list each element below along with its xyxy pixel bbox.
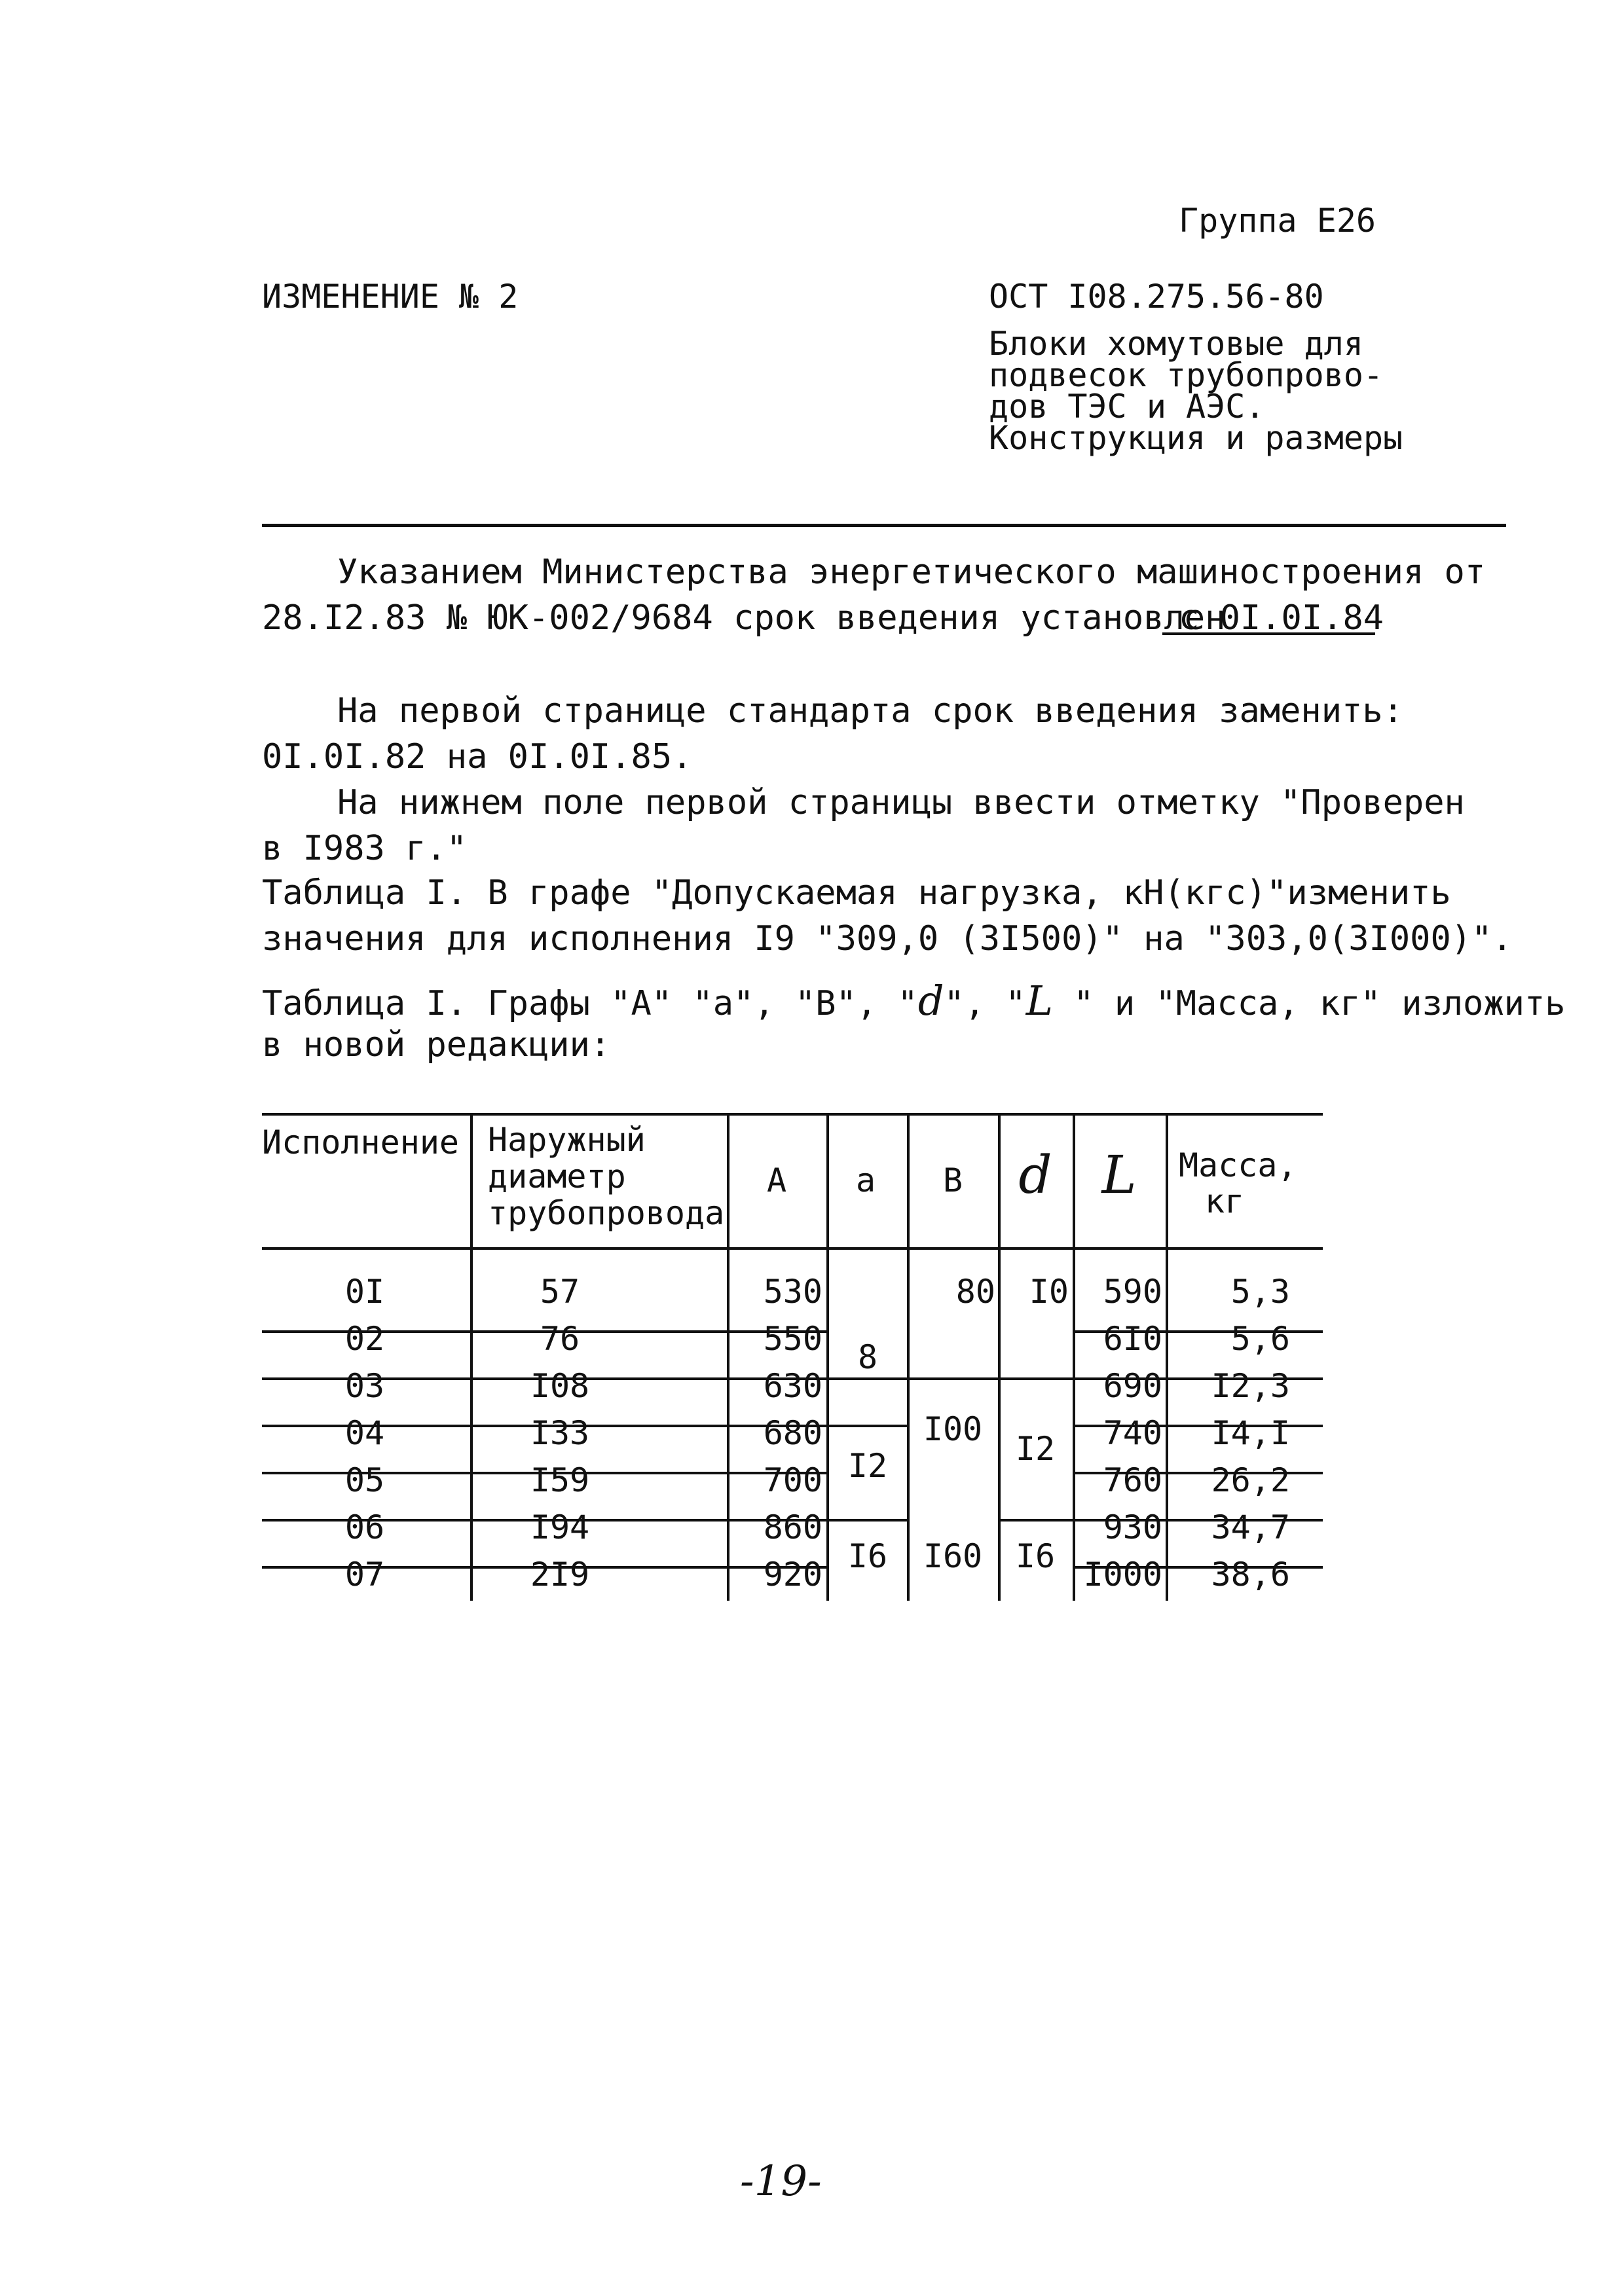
cell-diam-3: I08 [530, 1367, 590, 1405]
paragraph-2-line-2: 0I.0I.82 на 0I.0I.85. [262, 737, 693, 776]
cell-L-6: 930 [1103, 1508, 1162, 1546]
header-a: а [855, 1161, 876, 1199]
table-col-rule-3 [826, 1113, 829, 1601]
standard-title-line-1: Блоки хомутовые для [989, 325, 1363, 363]
row-rule-5-d [999, 1519, 1074, 1522]
cell-A-4: 680 [763, 1414, 822, 1452]
header-A: А [766, 1161, 787, 1199]
cell-a-8: 8 [857, 1338, 878, 1376]
paragraph-5-text-e: " и "Масса, кг" изложить [1052, 984, 1566, 1023]
cell-mass-1: 5,3 [1230, 1273, 1290, 1311]
standard-number: ОСТ I08.275.56-80 [989, 278, 1324, 316]
cell-A-3: 630 [763, 1367, 822, 1405]
cell-L-4: 740 [1103, 1414, 1162, 1452]
cell-d-12: I2 [1015, 1430, 1056, 1468]
paragraph-3-line-1: На нижнем поле первой страницы ввести отметку "Проверен [337, 783, 1465, 822]
paragraph-1-line-2b: с 0I.0I.84 [1179, 598, 1384, 638]
header-diameter-line-2: диаметр [488, 1157, 626, 1195]
cell-mass-6: 34,7 [1211, 1508, 1290, 1546]
header-execution: Исполнение [262, 1123, 460, 1161]
cell-A-6: 860 [763, 1508, 822, 1546]
table-top-rule [262, 1113, 1323, 1116]
group-label: Группа Е26 [1179, 202, 1376, 240]
table-col-rule-2 [727, 1113, 729, 1601]
standard-title-line-3: дов ТЭС и АЭС. [989, 388, 1265, 426]
paragraph-5-text-a: Таблица I. Графы "А" "а", "В", " [262, 984, 918, 1023]
header-diameter-line-1: Наружный [488, 1121, 646, 1159]
cell-L-2: 6I0 [1103, 1320, 1162, 1358]
header-B: В [942, 1161, 963, 1199]
cell-mass-5: 26,2 [1211, 1461, 1290, 1499]
cell-a-16: I6 [847, 1537, 888, 1575]
paragraph-5-text-c: ", " [944, 984, 1026, 1023]
cell-L-1: 590 [1103, 1273, 1162, 1311]
cell-exec-4: 04 [344, 1414, 385, 1452]
cell-mass-4: I4,I [1211, 1414, 1290, 1452]
cell-L-3: 690 [1103, 1367, 1162, 1405]
header-divider [262, 524, 1506, 527]
cell-a-12: I2 [847, 1447, 888, 1485]
table-col-rule-1 [470, 1113, 473, 1601]
standard-title-line-4: Конструкция и размеры [989, 419, 1403, 457]
paragraph-1-line-2a: 28.I2.83 № ЮК-002/9684 срок введения установлен [262, 598, 1226, 638]
table-col-rule-7 [1166, 1113, 1168, 1601]
paragraph-3-line-2: в I983 г." [262, 829, 468, 868]
paragraph-5-line-1 [262, 977, 1566, 1025]
cell-B-160: I60 [923, 1537, 983, 1575]
row-rule-2-mid [828, 1377, 1074, 1380]
cell-diam-7: 2I9 [530, 1556, 590, 1594]
cell-d-16: I6 [1015, 1537, 1056, 1575]
cell-mass-2: 5,6 [1230, 1320, 1290, 1358]
paragraph-1-line-1: Указанием Министерства энергетического машиностроения от [337, 553, 1486, 592]
table-col-rule-6 [1073, 1113, 1075, 1601]
cell-diam-6: I94 [530, 1508, 590, 1546]
cell-mass-7: 38,6 [1211, 1556, 1290, 1594]
page-number: -19- [740, 2157, 822, 2206]
cell-B-1: 80 [955, 1273, 995, 1311]
d-symbol: d [917, 977, 944, 1025]
cell-d-1: I0 [1029, 1273, 1069, 1311]
header-L: L [1101, 1144, 1137, 1205]
row-rule-5-a [828, 1519, 909, 1522]
cell-diam-2: 76 [540, 1320, 580, 1358]
table-col-rule-4 [907, 1113, 910, 1601]
cell-exec-6: 06 [344, 1508, 385, 1546]
paragraph-5-line-2: в новой редакции: [262, 1025, 611, 1065]
change-number: ИЗМЕНЕНИЕ № 2 [262, 278, 519, 316]
cell-exec-1: 0I [344, 1273, 385, 1311]
cell-A-5: 700 [763, 1461, 822, 1499]
cell-A-2: 550 [763, 1320, 822, 1358]
cell-L-5: 760 [1103, 1461, 1162, 1499]
cell-exec-5: 05 [344, 1461, 385, 1499]
l-symbol: L [1025, 977, 1053, 1025]
header-d: d [1018, 1144, 1052, 1205]
cell-exec-7: 07 [344, 1556, 385, 1594]
paragraph-4-line-1: Таблица I. В графе "Допускаемая нагрузка, кН(кгс)"изменить [262, 873, 1451, 913]
header-diameter-line-3: трубопровода [488, 1194, 725, 1232]
cell-exec-2: 02 [344, 1320, 385, 1358]
cell-B-100: I00 [923, 1410, 983, 1448]
cell-diam-5: I59 [530, 1461, 590, 1499]
header-mass-line-1: Масса, [1179, 1146, 1297, 1184]
header-mass-line-2: кг [1205, 1182, 1245, 1220]
paragraph-4-line-2: значения для исполнения I9 "309,0 (3I500)" на "303,0(3I000)". [262, 919, 1513, 958]
cell-exec-3: 03 [344, 1367, 385, 1405]
table-col-rule-5 [998, 1113, 1001, 1601]
cell-A-1: 530 [763, 1273, 822, 1311]
cell-diam-1: 57 [540, 1273, 580, 1311]
cell-mass-3: I2,3 [1211, 1367, 1290, 1405]
cell-L-7: I000 [1083, 1556, 1162, 1594]
paragraph-2-line-1: На первой странице стандарта срок введения заменить: [337, 691, 1403, 731]
row-rule-3-a [828, 1425, 909, 1427]
table-header-rule [262, 1247, 1323, 1250]
standard-title-line-2: подвесок трубопрово- [989, 356, 1384, 394]
cell-A-7: 920 [763, 1556, 822, 1594]
cell-diam-4: I33 [530, 1414, 590, 1452]
effective-date-underline [1162, 632, 1375, 635]
